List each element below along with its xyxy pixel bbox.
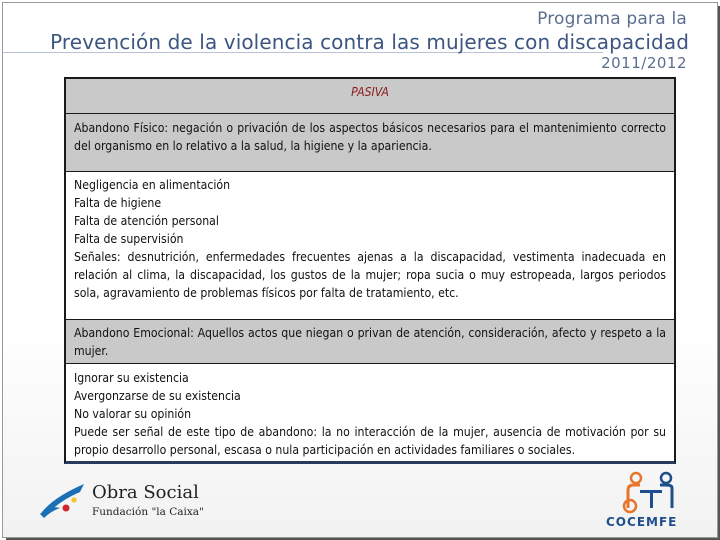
abandono-emocional-definition: Abandono Emocional: Aquellos actos que niegan o privan de atención, consideración, afecto y respeto a la mujer. [66, 319, 674, 363]
cocemfe-wordmark: COCEMFE [606, 515, 678, 529]
table-heading: PASIVA [66, 79, 674, 113]
list-item: No valorar su opinión [74, 407, 192, 421]
list-item: Falta de higiene [74, 196, 162, 210]
abandono-fisico-details [66, 171, 674, 319]
list-item: Negligencia en alimentación [74, 178, 231, 192]
list-item: Falta de supervisión [74, 232, 184, 246]
list-item: Ignorar su existencia [74, 371, 189, 385]
people-at-table-icon [610, 468, 690, 514]
list-item: Falta de atención personal [74, 214, 219, 228]
header-program-label: Programa para la [537, 9, 687, 29]
abandono-emocional-details [66, 363, 674, 461]
list-item: Avergonzarse de su existencia [74, 389, 241, 403]
emocional-signals-text: Puede ser señal de este tipo de abandono: la no interacción de la mujer, ausencia de motivación por su propio desarrollo personal, escasa o nula participación en actividades familiares o sociales. [74, 425, 666, 457]
obra-social-title: Obra Social [92, 482, 199, 503]
header-program-title: Prevención de la violencia contra las mujeres con discapacidad [50, 30, 689, 54]
star-dots-icon [36, 478, 88, 520]
fisico-signals-text: Señales: desnutrición, enfermedades frecuentes ajenas a la discapacidad, vestimenta inadecuada en relación al clima, la discapacidad, los gustos de la mujer; ropa sucia o muy estropeada, largos periodos sola, agravamiento de problemas físicos por falta de tratamiento, etc. [74, 250, 666, 300]
abandono-fisico-definition: Abandono Físico: negación o privación de los aspectos básicos necesarios para el mantenimiento correcto del organismo en lo relativo a la salud, la higiene y la apariencia. [66, 113, 674, 171]
obra-social-subtitle: Fundación "la Caixa" [92, 506, 204, 518]
header-program-years: 2011/2012 [601, 54, 687, 72]
content-table [64, 77, 676, 464]
